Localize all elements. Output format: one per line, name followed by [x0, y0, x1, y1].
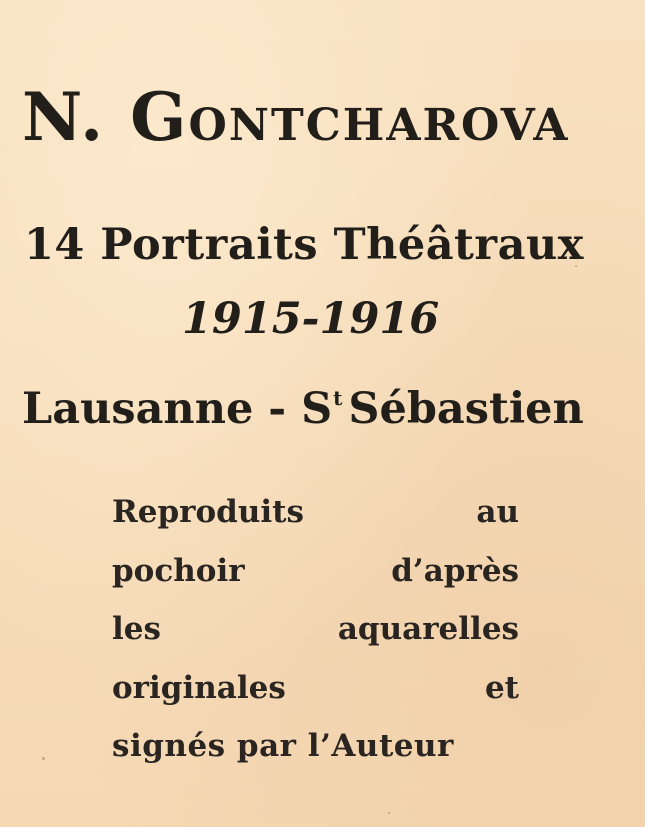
paper-fleck	[42, 757, 45, 760]
author-initial: N.	[22, 78, 106, 156]
saint-superscript: t	[333, 386, 343, 410]
saint-name: Sébastien	[348, 384, 584, 434]
paper-fleck	[388, 812, 390, 814]
body-line-1: Reproduits au	[112, 494, 519, 530]
saint-abbrev: S	[301, 384, 333, 434]
author-title	[22, 78, 570, 156]
author-name-capital: G	[130, 78, 189, 156]
paper-fleck	[575, 265, 577, 267]
body-line-5	[112, 728, 519, 764]
body-line-4: originales et	[112, 670, 519, 706]
work-subtitle: 14 Portraits Théâtraux	[24, 220, 584, 270]
body-line-2: pochoir d’après	[112, 553, 519, 589]
place-line	[22, 384, 584, 434]
body-line-5-text: signés par l’Auteur	[112, 728, 454, 764]
years-range: 1915-1916	[182, 294, 440, 344]
body-line-3: les aquarelles	[112, 611, 519, 647]
place-city: Lausanne -	[22, 384, 302, 434]
author-name-rest: ONTCHAROVA	[188, 100, 570, 151]
